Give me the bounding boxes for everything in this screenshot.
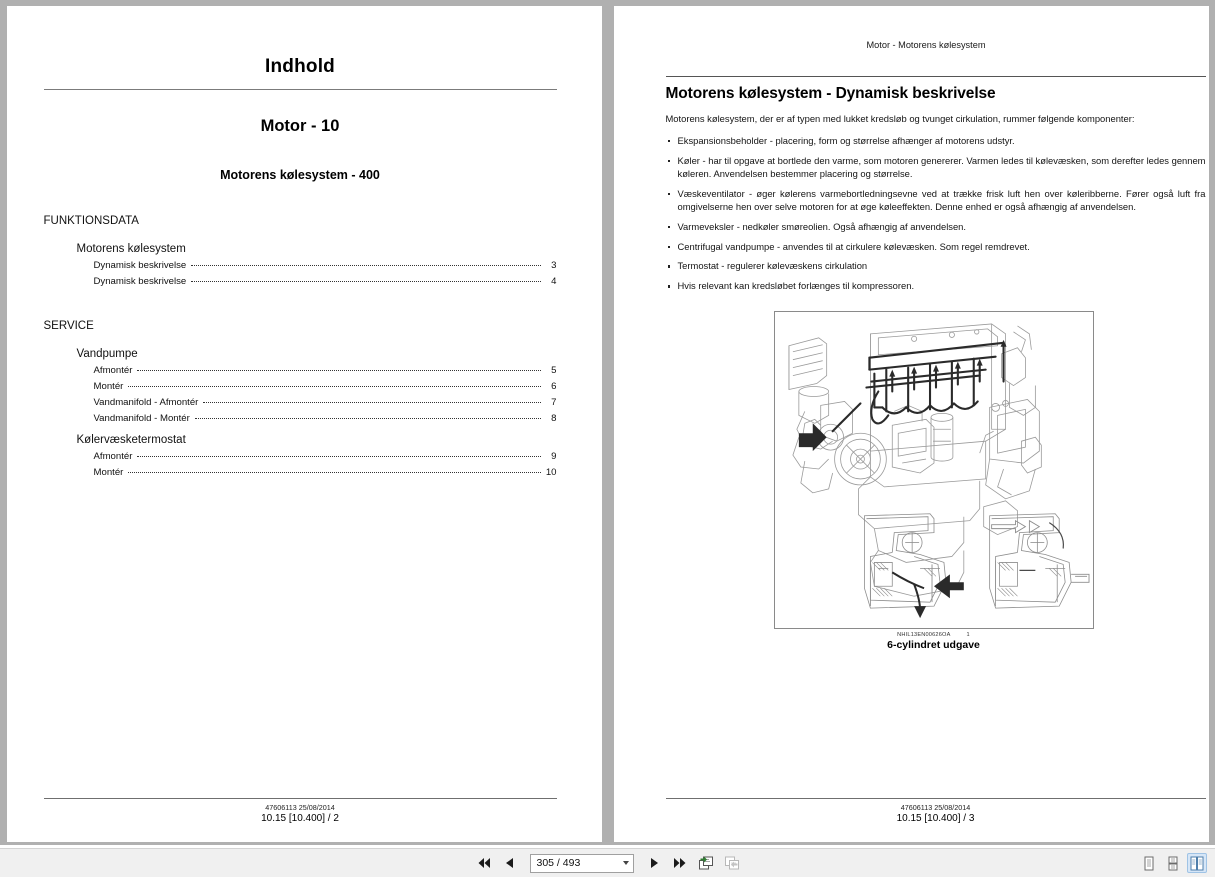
toolbar-navigation-group bbox=[0, 853, 1215, 873]
toc-entry[interactable] bbox=[94, 260, 557, 271]
toc-entry-label: Vandmanifold - Montér bbox=[93, 413, 190, 424]
toc-group-title: Vandpumpe bbox=[76, 348, 138, 360]
toc-leader-dots bbox=[137, 456, 540, 457]
toc-entry-page: 9 bbox=[551, 451, 557, 462]
footer-page-reference: 10.15 [10.400] / 3 bbox=[896, 813, 975, 824]
next-page-button[interactable] bbox=[644, 853, 664, 873]
page-number-input[interactable] bbox=[530, 854, 634, 873]
toc-entry-label: Montér bbox=[93, 381, 124, 392]
toc-leader-dots bbox=[128, 472, 540, 473]
component-list bbox=[666, 135, 1206, 294]
toc-entry-page: 8 bbox=[551, 413, 557, 424]
document-content bbox=[665, 6, 1206, 842]
toc-entry-page: 5 bbox=[551, 365, 557, 376]
toc-leader-dots bbox=[195, 418, 541, 419]
toc-entry[interactable] bbox=[94, 365, 557, 376]
pages-container bbox=[7, 0, 1209, 842]
toc-entry[interactable] bbox=[94, 467, 557, 478]
toc-section-title: FUNKTIONSDATA bbox=[43, 215, 139, 227]
previous-page-button[interactable] bbox=[500, 853, 520, 873]
footer-document-number: 47606113 25/08/2014 bbox=[265, 803, 335, 812]
continuous-page-view-button[interactable] bbox=[1163, 853, 1183, 873]
toc-entry[interactable] bbox=[94, 451, 557, 462]
toc-group-title: Kølervæsketermostat bbox=[76, 434, 186, 446]
toc-section-title: SERVICE bbox=[43, 320, 94, 332]
toc-entry-label: Afmontér bbox=[93, 365, 133, 376]
footer-divider bbox=[666, 798, 1206, 799]
single-page-view-icon bbox=[1142, 856, 1156, 871]
toc-leader-dots bbox=[203, 402, 540, 403]
toc-heading-2: Motorens kølesystem - 400 bbox=[220, 168, 380, 182]
previous-view-button[interactable] bbox=[696, 853, 716, 873]
toc-leader-dots bbox=[128, 386, 540, 387]
list-item: Køler - har til opgave at bortlede den varme, som motoren genererer. Varmen ledes til kølevæsken, som derefter ledes gennem køleren. Anvendelsen bestemmer placering og størrelse. bbox=[666, 155, 1206, 181]
continuous-page-view-icon bbox=[1166, 856, 1180, 871]
last-page-icon bbox=[673, 857, 687, 869]
toc-entry[interactable] bbox=[94, 276, 557, 287]
next-page-icon bbox=[648, 857, 660, 869]
toc-entry-page: 7 bbox=[551, 397, 557, 408]
toc-content bbox=[44, 6, 557, 842]
last-page-button[interactable] bbox=[670, 853, 690, 873]
viewer-toolbar bbox=[0, 848, 1215, 877]
toc-leader-dots bbox=[137, 370, 540, 371]
go-to-next-view-icon bbox=[724, 856, 740, 870]
toc-title: Indhold bbox=[265, 56, 335, 77]
toc-entry-page: 3 bbox=[551, 260, 557, 271]
list-item: Centrifugal vandpumpe - anvendes til at cirkulere kølevæsken. Som regel remdrevet. bbox=[666, 241, 1206, 254]
intro-paragraph: Motorens kølesystem, der er af typen med lukket kredsløb og tvunget cirkulation, rummer følgende komponenter: bbox=[665, 113, 1135, 124]
two-page-view-button[interactable] bbox=[1187, 853, 1207, 873]
heading-divider bbox=[666, 76, 1206, 77]
page-right-content[interactable] bbox=[614, 6, 1209, 842]
list-item: Varmeveksler - nedkøler smøreolien. Også afhængig af anvendelsen. bbox=[666, 221, 1206, 234]
toc-entry-label: Vandmanifold - Afmontér bbox=[93, 397, 199, 408]
list-item: Ekspansionsbeholder - placering, form og størrelse afhænger af motorens udstyr. bbox=[666, 135, 1206, 148]
toc-entry-label: Afmontér bbox=[93, 451, 133, 462]
two-page-view-icon bbox=[1190, 856, 1204, 871]
engine-cooling-diagram bbox=[774, 311, 1094, 629]
section-heading: Motorens kølesystem - Dynamisk beskrivelse bbox=[665, 85, 996, 102]
footer-document-number: 47606113 25/08/2014 bbox=[900, 803, 971, 812]
page-footer bbox=[666, 798, 1206, 824]
page-footer bbox=[44, 798, 557, 824]
page-left-toc[interactable] bbox=[7, 6, 602, 842]
toolbar-view-mode-group bbox=[1139, 853, 1207, 873]
toc-entry[interactable] bbox=[94, 413, 557, 424]
go-to-previous-view-icon bbox=[698, 856, 714, 870]
first-page-icon bbox=[477, 857, 491, 869]
toc-entry[interactable] bbox=[94, 397, 557, 408]
footer-page-reference: 10.15 [10.400] / 2 bbox=[261, 813, 339, 824]
toc-entry[interactable] bbox=[94, 381, 557, 392]
toc-leader-dots bbox=[191, 265, 540, 266]
toc-title-divider bbox=[44, 89, 557, 90]
footer-divider bbox=[44, 798, 557, 799]
single-page-view-button[interactable] bbox=[1139, 853, 1159, 873]
toc-entry-label: Montér bbox=[93, 467, 124, 478]
toc-leader-dots bbox=[191, 281, 540, 282]
next-view-button[interactable] bbox=[722, 853, 742, 873]
figure-code-value: NHIL13EN00626OA bbox=[897, 632, 951, 639]
toc-entry-label: Dynamisk beskrivelse bbox=[93, 260, 187, 271]
toc-entry-label: Dynamisk beskrivelse bbox=[93, 276, 187, 287]
page-number-value: 305 / 493 bbox=[536, 856, 581, 869]
chevron-down-icon[interactable] bbox=[623, 861, 629, 865]
previous-page-icon bbox=[504, 857, 516, 869]
figure-caption: 6-cylindret udgave bbox=[887, 639, 980, 652]
first-page-button[interactable] bbox=[474, 853, 494, 873]
toc-entry-page: 6 bbox=[551, 381, 557, 392]
list-item: Termostat - regulerer kølevæskens cirkulation bbox=[666, 260, 1206, 273]
list-item: Hvis relevant kan kredsløbet forlænges til kompressoren. bbox=[666, 280, 1206, 293]
figure-reference-code bbox=[774, 632, 1094, 638]
figure-index: 1 bbox=[966, 632, 970, 639]
toc-heading-1: Motor - 10 bbox=[260, 117, 340, 135]
toc-entry-page: 4 bbox=[551, 276, 557, 287]
toc-group-title: Motorens kølesystem bbox=[76, 243, 186, 255]
running-header: Motor - Motorens kølesystem bbox=[866, 40, 986, 50]
toc-entry-page: 10 bbox=[545, 467, 557, 478]
list-item: Væskeventilator - øger kølerens varmebortledningsevne ved at trække frisk luft hen over køleribberne. Fører også luft fra omgivelserne hen over selve motoren for at øge køleeffekten. Denne enhed er også afhængig af anvendelsen. bbox=[666, 188, 1206, 214]
